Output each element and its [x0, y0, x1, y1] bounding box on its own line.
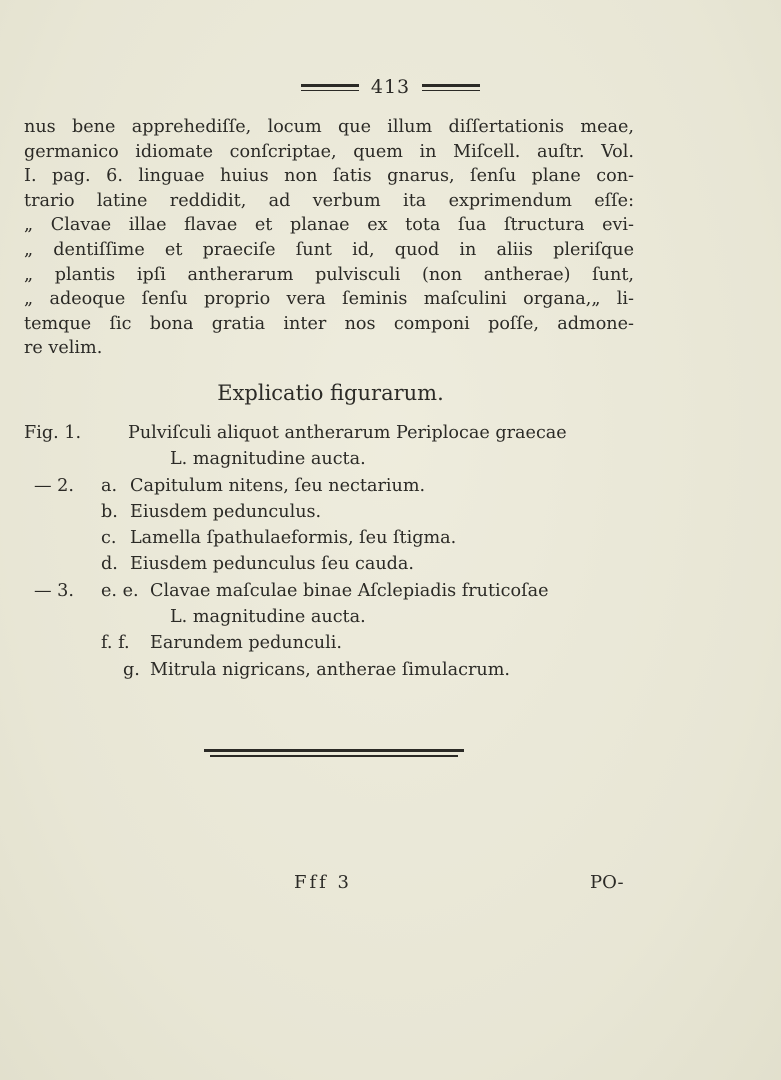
body-line: nus bene apprehediſſe, locum que illum diſſertationis meae, — [24, 117, 634, 137]
body-line: trario latine reddidit, ad verbum ita exprimendum eſſe: — [24, 190, 634, 211]
figure-letter: c. — [101, 528, 117, 549]
figure-letter: b. — [101, 501, 118, 522]
figure-description: Eiusdem pedunculus ſeu cauda. — [130, 554, 415, 575]
figure-description: L. magnitudine aucta. — [170, 449, 366, 470]
header-rule-left — [301, 84, 359, 91]
figure-description: Eiusdem pedunculus. — [130, 501, 322, 522]
figure-description: Clavae maſculae binae Aſclepiadis fruticoſae — [150, 580, 549, 601]
figure-description: Mitrula nigricans, antherae ſimulacrum. — [150, 659, 510, 680]
end-ornament-rule — [204, 749, 464, 757]
figure-row — [24, 446, 634, 472]
body-line: re velim. — [24, 338, 103, 359]
body-line: I. pag. 6. linguae huius non ſatis gnarus, ſenſu plane con- — [24, 166, 634, 187]
figure-row — [24, 578, 634, 604]
figure-description: Earundem pedunculi. — [150, 633, 342, 654]
figure-letter: g. — [123, 659, 140, 680]
figure-row — [24, 657, 634, 683]
rule-thin — [210, 755, 458, 757]
figure-row — [24, 499, 634, 525]
figure-row — [24, 551, 634, 577]
figure-letter: a. — [101, 475, 118, 496]
figure-letter: d. — [101, 554, 118, 575]
body-line: „ Clavae illae flavae et planae ex tota ſua ſtructura evi- — [24, 215, 634, 236]
printer-signature: Fff 3 — [294, 872, 352, 893]
catchword: PO- — [590, 872, 624, 893]
figure-row — [24, 525, 634, 551]
body-line: „ adeoque ſenſu proprio vera ſeminis maſculini organa,„ li- — [24, 289, 634, 310]
page-number: 413 — [370, 76, 411, 98]
figure-row — [24, 604, 634, 630]
rule-thick — [204, 749, 464, 752]
header-rule-right — [422, 84, 480, 91]
body-paragraph — [24, 115, 634, 361]
figure-letter: f. f. — [101, 633, 130, 654]
figure-row — [24, 420, 634, 446]
figure-description: Capitulum nitens, ſeu nectarium. — [130, 475, 426, 496]
body-line: temque ſic bona gratia inter nos componi poſſe, admone- — [24, 313, 634, 334]
figure-explanations — [24, 420, 634, 683]
body-line: germanico idiomate conſcriptae, quem in Miſcell. auſtr. Vol. — [24, 141, 634, 162]
figure-number: — 3. — [34, 580, 74, 601]
figure-letter: e. e. — [101, 580, 139, 601]
figure-description: Pulviſculi aliquot antherarum Periplocae graecae — [128, 423, 567, 443]
body-line: „ plantis ipſi antherarum pulvisculi (non antherae) ſunt, — [24, 264, 634, 285]
section-heading: Explicatio figurarum. — [217, 381, 444, 405]
body-line: „ dentiſſime et praeciſe ſunt id, quod in aliis pleriſque — [24, 239, 634, 260]
figure-number: — 2. — [34, 475, 74, 496]
figure-number: Fig. 1. — [24, 423, 82, 443]
figure-row — [24, 630, 634, 656]
figure-row — [24, 473, 634, 499]
page-header — [0, 76, 781, 98]
figure-description: Lamella ſpathulaeformis, ſeu ſtigma. — [130, 528, 457, 549]
figure-description: L. magnitudine aucta. — [170, 607, 366, 628]
